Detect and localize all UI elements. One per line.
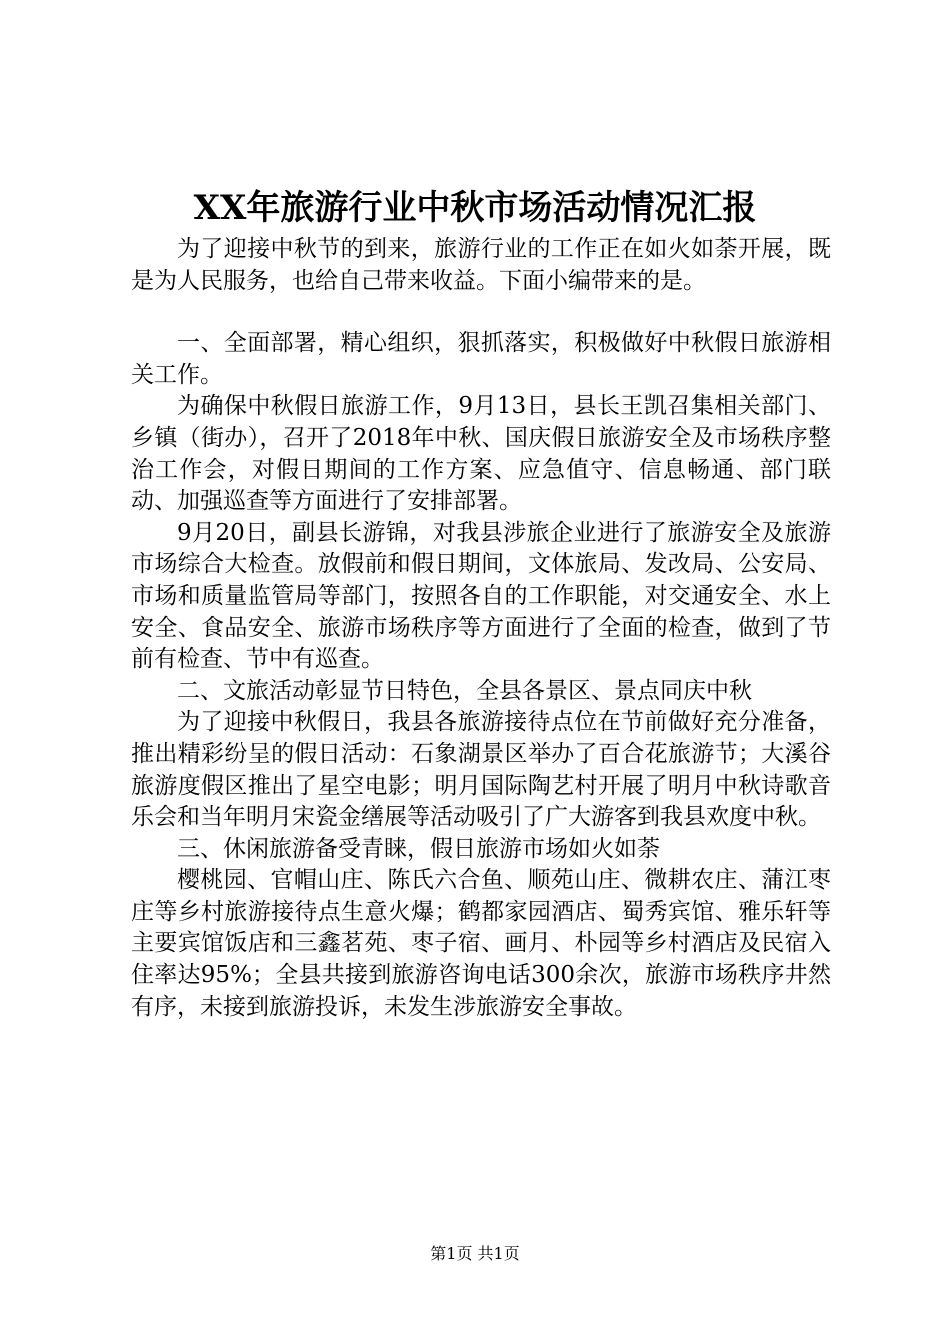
document-body <box>131 234 831 1023</box>
paragraph: 樱桃园、官帽山庄、陈氏六合鱼、顺苑山庄、微耕农庄、蒲江枣庄等乡村旅游接待点生意火爆；鹤都家园酒店、蜀秀宾馆、雅乐轩等主要宾馆饭店和三鑫茗苑、枣子宿、画月、朴园等乡村酒店及民宿入住率达95%；全县共接到旅游咨询电话300余次，旅游市场秩序井然有序，未接到旅游投诉，未发生涉旅游安全事故。 <box>131 867 831 1020</box>
paragraph-intro: 为了迎接中秋节的到来，旅游行业的工作正在如火如荼开展，既是为人民服务，也给自己带来收益。下面小编带来的是。 <box>131 236 831 294</box>
document-title: XX年旅游行业中秋市场活动情况汇报 <box>193 188 757 228</box>
section-heading-2: 二、文旅活动彰显节日特色，全县各景区、景点同庆中秋 <box>177 677 752 704</box>
section-heading-3: 三、休闲旅游备受青睐，假日旅游市场如火如荼 <box>177 835 660 862</box>
paragraph: 9月20日，副县长游锦，对我县涉旅企业进行了旅游安全及旅游市场综合大检查。放假前和假日期间，文体旅局、发改局、公安局、市场和质量监管局等部门，按照各自的工作职能，对交通安全、水上安全、食品安全、旅游市场秩序等方面进行了全面的检查，做到了节前有检查、节中有巡查。 <box>131 519 831 673</box>
paragraph: 为确保中秋假日旅游工作，9月13日，县长王凯召集相关部门、乡镇（街办），召开了2018年中秋、国庆假日旅游安全及市场秩序整治工作会，对假日期间的工作方案、应急值守、信息畅通、部门联动、加强巡查等方面进行了安排部署。 <box>131 393 831 515</box>
paragraph: 为了迎接中秋假日，我县各旅游接待点位在节前做好充分准备，推出精彩纷呈的假日活动：石象湖景区举办了百合花旅游节；大溪谷旅游度假区推出了星空电影；明月国际陶艺村开展了明月中秋诗歌音乐会和当年明月宋瓷金缮展等活动吸引了广大游客到我县欢度中秋。 <box>131 709 831 831</box>
section-heading-1: 一、全面部署，精心组织，狠抓落实，积极做好中秋假日旅游相关工作。 <box>131 330 831 388</box>
page-footer: 第1页 共1页 <box>430 1244 520 1263</box>
